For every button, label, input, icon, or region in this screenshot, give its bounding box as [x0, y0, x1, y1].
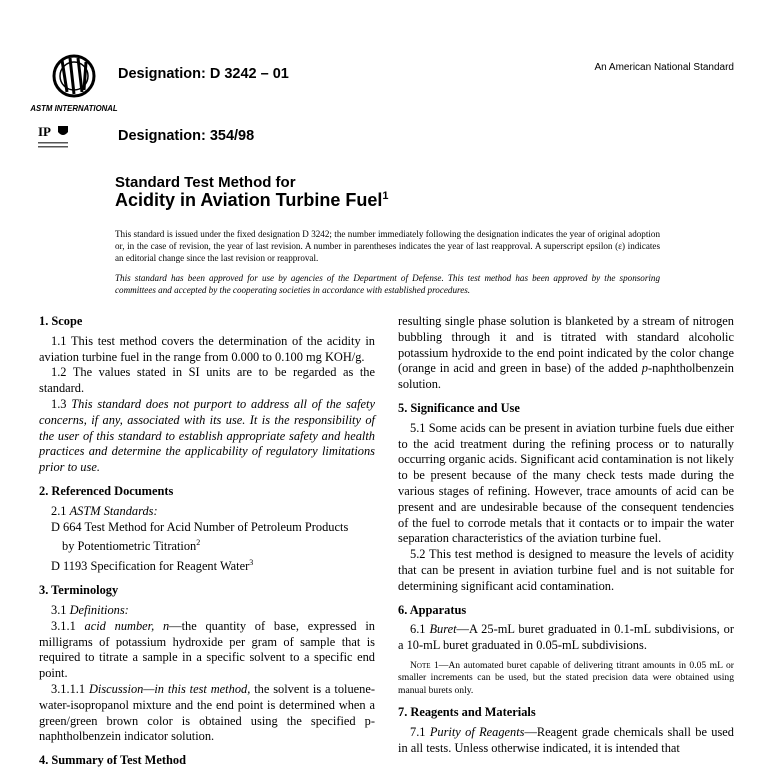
section-7-heading: 7. Reagents and Materials	[398, 705, 536, 720]
title-line-2: Acidity in Aviation Turbine Fuel$^1$	[115, 190, 389, 210]
para-3-1-1-1: 3.1.1.1 Discussion—in this test method, the solvent is a toluene-water-isopropanol mixture and the end point is determined when a green/green brown color is obtained using the specified p-naphtholbenzein indicator solution.	[39, 681, 375, 744]
issuance-notice: This standard is issued under the fixed designation D 3242; the number immediately following the designation indicates the year of original adoption or, in the case of revision, the year of last revision. A number in parentheses indicates the year of last reapproval. A superscript epsilon (ε) indicates an editorial change since the last revision or reapproval.	[115, 229, 660, 263]
para-7-1: 7.1 Purity of Reagents—Reagent grade chemicals shall be used in all tests. Unless otherwise indicated, it is intended that	[398, 724, 734, 755]
para-1-2: 1.2 The values stated in SI units are to be regarded as the standard.	[39, 365, 375, 396]
section-1-heading: 1. Scope	[39, 314, 83, 328]
svg-text:ASTM INTERNATIONAL: ASTM INTERNATIONAL	[30, 104, 118, 113]
para-6-1: 6.1 Buret—A 25-mL buret graduated in 0.1-mL subdivisions, or a 10-mL buret graduated in 0.05-mL subdivisions.	[398, 622, 734, 653]
title-line-1: Standard Test Method for	[115, 174, 296, 191]
national-standard-label: An American National Standard	[594, 62, 734, 73]
designation-astm: Designation: D 3242 – 01	[118, 66, 289, 82]
note-1: Note 1—An automated buret capable of delivering titrant amounts in 0.05 mL or smaller increments can be used, but the stated precision data were obtained using manual burets only.	[398, 659, 734, 696]
para-3-1: 3.1 Definitions:	[51, 603, 129, 617]
svg-text:IP: IP	[38, 124, 51, 139]
para-1-1: 1.1 This test method covers the determination of the acidity in aviation turbine fuel in the range from 0.000 to 0.100 mg KOH/g.	[39, 333, 375, 364]
section-5-heading: 5. Significance and Use	[398, 400, 520, 415]
right-column	[398, 314, 734, 757]
section-2-heading: 2. Referenced Documents	[39, 483, 174, 498]
para-2-1: 2.1 ASTM Standards:	[51, 503, 158, 518]
section-3-heading: 3. Terminology	[39, 583, 119, 598]
ip-logo	[38, 124, 78, 152]
dod-notice: This standard has been approved for use by agencies of the Department of Defense. This test method has been approved by the sponsoring committees and accepted by the cooperating societies in accordance with established procedures.	[115, 273, 660, 295]
section-6-heading: 6. Apparatus	[398, 602, 467, 617]
reference-d1193: D 1193 Specification for Reagent Water$^3$	[51, 558, 254, 574]
para-3-1-1: 3.1.1 acid number, n—the quantity of base, expressed in milligrams of potassium hydroxide per gram of sample that is required to titrate a sample in a specific solvent to a specific end point.	[39, 618, 375, 681]
designation-ip: Designation: 354/98	[118, 128, 255, 144]
reference-d664-cont: by Potentiometric Titration$^2$	[62, 538, 201, 554]
reference-d664: D 664 Test Method for Acid Number of Petroleum Products	[51, 519, 349, 534]
title-footnote: 1	[382, 190, 389, 202]
section-4-heading: 4. Summary of Test Method	[39, 753, 186, 768]
left-column	[39, 314, 375, 773]
para-5-2: 5.2 This test method is designed to measure the levels of acidity that can be present in aviation turbine fuel and is not suitable for determining significant acid contamination.	[398, 547, 734, 593]
para-5-1: 5.1 Some acids can be present in aviation turbine fuels due either to the acid treatment during the refining process or to naturally occurring organic acids. Significant acid contamination is not likely to be present because of the many check tests made during the various stages of refining. However, trace amounts of acid can be present and are undesirable because of the consequent tendencies of the fuel to corrode metals that it contacts or to impair the water separation characteristics of the aviation turbine fuel.	[398, 420, 734, 546]
para-1-3: 1.3 This standard does not purport to address all of the safety concerns, if any, associated with its use. It is the responsibility of the user of this standard to establish appropriate safety and health practices and determine the applicability of regulatory limitations prior to use.	[39, 396, 375, 475]
astm-logo	[30, 52, 118, 114]
para-4-continued: resulting single phase solution is blanketed by a stream of nitrogen bubbling through it and is titrated with standard alcoholic potassium hydroxide to the end point indicated by the color change (orange in acid and green in base) of the added p-naphtholbenzein solution.	[398, 314, 734, 392]
